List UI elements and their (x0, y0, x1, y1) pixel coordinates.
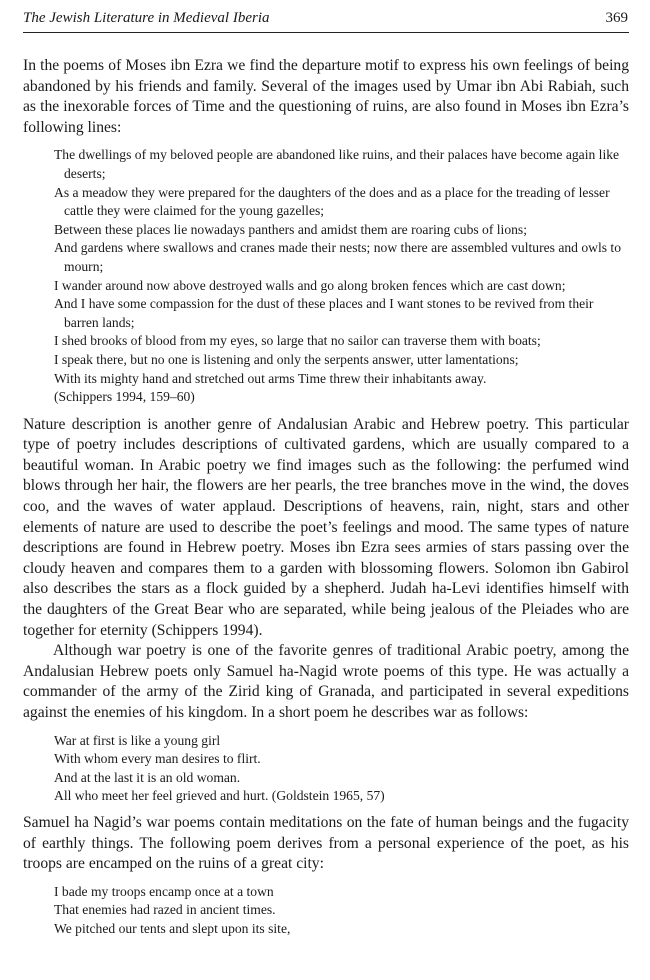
verse-line: That enemies had razed in ancient times. (54, 902, 276, 918)
page-number: 369 (605, 10, 628, 26)
verse-line: And gardens where swallows and cranes made their nests; now there are assembled vultures and owls to mourn; (54, 240, 621, 274)
body-paragraph: In the poems of Moses ibn Ezra we find the departure motif to express his own feelings of being abandoned by his friends and family. Several of the images used by Umar ibn Abi Rabiah, such as the inexorable forces of Time and the questioning of ruins, are also found in Moses ibn Ezra’s following lines: (23, 57, 629, 136)
verse-line: I shed brooks of blood from my eyes, so large that no sailor can traverse them with boats; (54, 333, 541, 349)
block-quote-ibn-ezra (23, 146, 629, 406)
quote-citation: (Schippers 1994, 159–60) (54, 389, 195, 405)
verse-line: Between these places lie nowadays panthers and amidst them are roaring cubs of lions; (54, 221, 527, 237)
verse-line: I bade my troops encamp once at a town (54, 883, 274, 899)
book-page (23, 0, 629, 939)
verse-line: And at the last it is an old woman. (54, 769, 241, 785)
verse-line: We pitched our tents and slept upon its site, (54, 920, 291, 936)
verse-line: All who meet her feel grieved and hurt. (Goldstein 1965, 57) (54, 788, 385, 804)
verse-line: As a meadow they were prepared for the daughters of the does and as a place for the treading of lesser cattle they were claimed for the young gazelles; (54, 184, 610, 219)
verse-line: With whom every man desires to flirt. (54, 751, 261, 767)
running-header (23, 0, 629, 33)
running-title: The Jewish Literature in Medieval Iberia (23, 10, 270, 26)
verse-line: The dwellings of my beloved people are abandoned like ruins, and their palaces have become again like deserts; (54, 147, 620, 181)
body-paragraph: Samuel ha Nagid’s war poems contain meditations on the fate of human beings and the fugacity of earthly things. The following poem derives from a personal experience of the poet, as his troops are encamped on the ruins of a great city: (23, 813, 629, 873)
body-paragraph: Nature description is another genre of Andalusian Arabic and Hebrew poetry. This particular type of poetry includes descriptions of cultivated gardens, which are usually compared to a beautiful woman. In Arabic poetry we find images such as the following: the perfumed wind blows through her hair, the flowers are her pearls, the tree branches move in the wind, the doves coo, and the waves of water applaud. Descriptions of heavens, rain, night, stars and other elements of nature are used to describe the poet’s feelings and mood. The same types of nature descriptions are found in Hebrew poetry. Moses ibn Ezra sees armies of stars passing over the cloudy heaven and compares them to a garden with blossoming flowers. Solomon ibn Gabirol also describes the stars as a flock guided by a shepherd. Judah ha-Levi identifies himself with the daughters of the Great Bear who are separated, while being jealous of the Pleiades who are together for eternity (Schippers 1994). (23, 415, 629, 639)
block-quote-war (23, 732, 629, 806)
verse-line: With its mighty hand and stretched out arms Time threw their inhabitants away. (54, 370, 487, 386)
verse-line: War at first is like a young girl (54, 732, 221, 748)
block-quote-camp (23, 883, 629, 939)
verse-line: I speak there, but no one is listening and only the serpents answer, utter lamentations; (54, 351, 519, 367)
verse-line: I wander around now above destroyed walls and go along broken fences which are cast down; (54, 277, 566, 293)
verse-line: And I have some compassion for the dust of these places and I want stones to be revived from their barren lands; (54, 296, 594, 330)
body-paragraph: Although war poetry is one of the favorite genres of traditional Arabic poetry, among the Andalusian Hebrew poets only Samuel ha-Nagid wrote poems of this type. He was actually a commander of the army of the Zirid king of Granada, and participated in several expeditions against the enemies of his kingdom. In a short poem he describes war as follows: (23, 642, 629, 721)
